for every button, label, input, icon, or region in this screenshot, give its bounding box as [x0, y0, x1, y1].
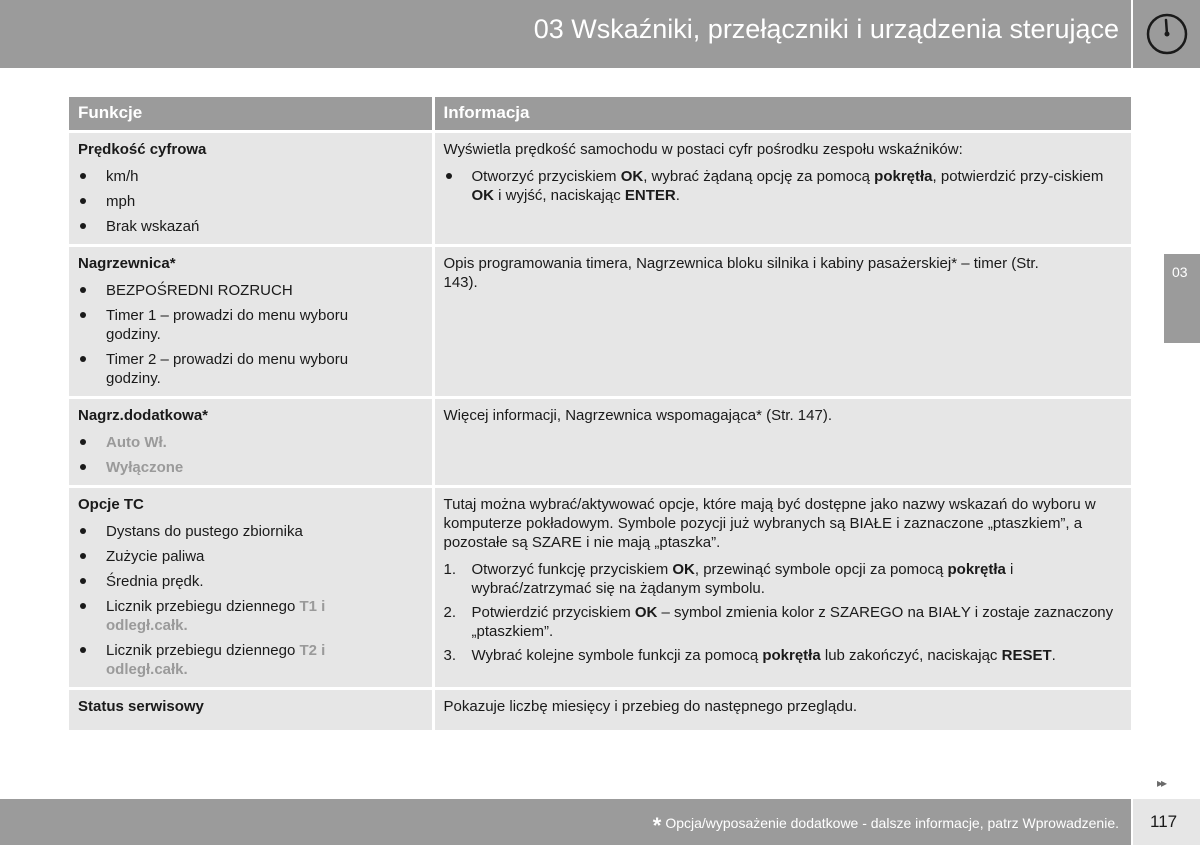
list-item: BEZPOŚREDNI ROZRUCH: [78, 281, 423, 300]
gauge-icon: [1145, 12, 1189, 56]
column-header-functions: Funkcje: [69, 97, 433, 132]
info-cell: [433, 487, 1131, 689]
list-item: Otworzyć przyciskiem OK, wybrać żądaną opcję za pomocą pokrętła, potwierdzić przy-ciskiem OK i wyjść, naciskając ENTER.: [444, 167, 1123, 205]
table-header-row: [69, 97, 1131, 132]
function-cell: [69, 689, 433, 730]
options-list: [78, 433, 423, 477]
step-item: 1. Otworzyć funkcję przyciskiem OK, przewinąć symbole opcji za pomocą pokrętła i wybrać/zatrzymać się na żądanym symbolu.: [443, 561, 1014, 597]
function-name: Nagrzewnica*: [78, 255, 176, 272]
function-cell: [69, 246, 433, 398]
info-cell: [433, 132, 1131, 246]
list-item: Timer 1 – prowadzi do menu wyboru godziny.: [78, 306, 423, 344]
info-text: Opis programowania timera, Nagrzewnica bloku silnika i kabiny pasażerskiej* – timer (Str. 143).: [443, 255, 1039, 291]
step-item: 2. Potwierdzić przyciskiem OK – symbol zmienia kolor z SZAREGO na BIAŁY i zostaje zaznaczony „ptaszkiem”.: [443, 604, 1114, 640]
table-row: [69, 487, 1131, 689]
table-row: [69, 398, 1131, 487]
options-list: [78, 167, 423, 236]
list-item: Licznik przebiegu dziennego T2 i odległ.całk.: [78, 641, 423, 679]
function-name: Opcje TC: [78, 496, 144, 513]
function-cell: [69, 132, 433, 246]
list-item: km/h: [78, 167, 423, 186]
steps-list: [444, 560, 1123, 665]
list-item: Wyłączone: [78, 458, 423, 477]
footer-note: [653, 813, 1119, 839]
footnote-text: Opcja/wyposażenie dodatkowe - dalsze informacje, patrz Wprowadzenie.: [665, 815, 1119, 831]
list-item: Zużycie paliwa: [78, 547, 423, 566]
list-item: Brak wskazań: [78, 217, 423, 236]
list-item: Dystans do pustego zbiornika: [78, 522, 423, 541]
info-text: Wyświetla prędkość samochodu w postaci cyfr pośrodku zespołu wskaźników:: [443, 141, 963, 158]
chapter-title: 03 Wskaźniki, przełączniki i urządzenia sterujące: [533, 14, 1119, 44]
info-bullet-list: [444, 167, 1123, 205]
info-text: Pokazuje liczbę miesięcy i przebieg do następnego przeglądu.: [443, 698, 858, 715]
info-text: Więcej informacji, Nagrzewnica wspomagająca* (Str. 147).: [443, 407, 832, 424]
options-list: [78, 281, 423, 388]
chapter-icon-box: [1133, 0, 1200, 68]
column-header-information: Informacja: [433, 97, 1131, 132]
page-number: 117: [1150, 812, 1178, 831]
function-cell: [69, 487, 433, 689]
step-item: 3. Wybrać kolejne symbole funkcji za pomocą pokrętła lub zakończyć, naciskając RESET.: [443, 647, 1056, 664]
table-row: [69, 246, 1131, 398]
chapter-side-tab-label: 03: [1172, 264, 1188, 280]
function-cell: [69, 398, 433, 487]
info-cell: [433, 398, 1131, 487]
page-header: [0, 0, 1131, 68]
function-name: Nagrz.dodatkowa*: [78, 407, 209, 424]
options-list: [78, 522, 423, 679]
footnote-star: *: [652, 813, 662, 838]
function-name: Status serwisowy: [78, 698, 204, 715]
table-row: [69, 132, 1131, 246]
table-row: [69, 689, 1131, 730]
list-item: mph: [78, 192, 423, 211]
function-name: Prędkość cyfrowa: [78, 141, 207, 158]
list-item: Średnia prędk.: [78, 572, 423, 591]
continue-arrows-icon: ▸▸: [1157, 776, 1166, 790]
info-cell: [433, 246, 1131, 398]
list-item: Timer 2 – prowadzi do menu wyboru godziny.: [78, 350, 423, 388]
list-item: Auto Wł.: [78, 433, 423, 452]
page-footer: [0, 799, 1131, 845]
info-cell: [433, 689, 1131, 730]
list-item: Licznik przebiegu dziennego T1 i odległ.całk.: [78, 597, 423, 635]
functions-table: [69, 97, 1131, 730]
info-text: Tutaj można wybrać/aktywować opcje, które mają być dostępne jako nazwy wskazań do wyboru w komputerze pokładowym. Symbole pozycji już wybranych są BIAŁE i zaznaczone „ptaszkiem”, a pozostałe są SZARE i nie mają „ptaszka”.: [443, 496, 1096, 551]
